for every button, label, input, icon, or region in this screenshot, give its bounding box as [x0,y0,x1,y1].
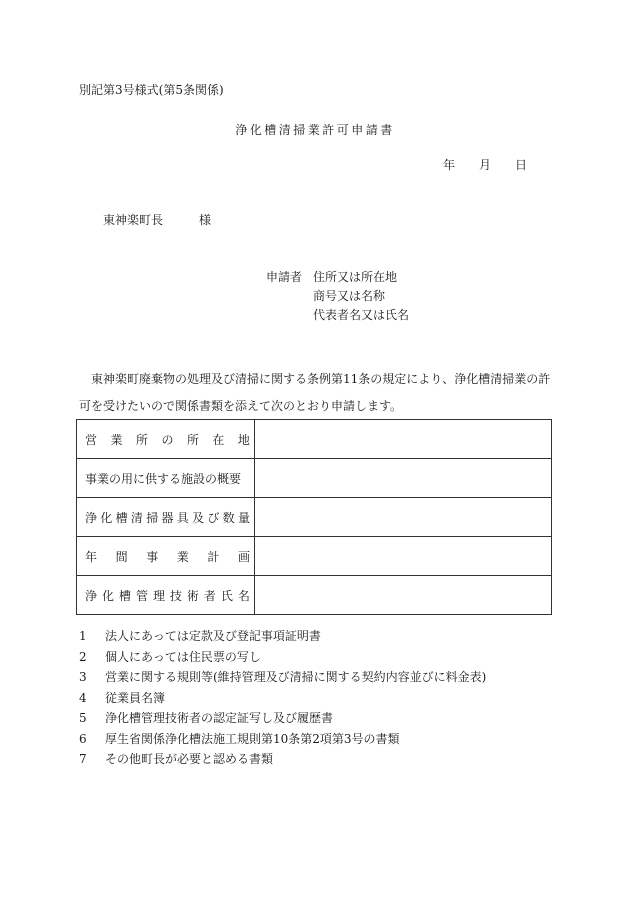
applicant-representative-label: 代表者名又は氏名 [313,308,410,322]
date-day: 日 [515,158,528,172]
recipient-name: 東神楽町長 [103,213,164,227]
recipient [103,211,211,228]
list-item-number: 2 [79,649,87,664]
applicant-trade-name-label: 商号又は名称 [313,289,386,303]
list-item-text: 厚生省関係浄化槽法施工規則第10条第2項第3号の書類 [105,731,400,746]
technician-name-field[interactable] [255,576,552,615]
date-year: 年 [443,158,456,172]
list-item-number: 6 [79,731,87,746]
table-row [77,420,552,459]
list-item [79,749,486,770]
list-item [79,708,486,729]
list-item-text: 従業員名簿 [105,690,166,705]
technician-name-label: 浄 化 槽 管 理 技 術 者 氏 名 [85,588,250,603]
body-paragraph [79,366,554,420]
body-text: 東神楽町廃棄物の処理及び清掃に関する条例第11条の規定により、浄化槽清掃業の許可を受けたいので関係書類を添えて次のとおり申請します。 [79,372,551,413]
form-number: 別記第3号様式(第5条関係) [79,83,224,97]
list-item-number: 3 [79,670,87,684]
list-item-number: 7 [79,752,87,766]
list-item [79,667,486,688]
list-item [79,626,486,647]
annual-plan-label: 年 間 事 業 計 画 [85,549,250,564]
date-line [443,156,527,173]
equipment-quantity-field[interactable] [255,498,552,537]
annual-plan-field[interactable] [255,537,552,576]
attachments-list [79,626,486,770]
list-item [79,647,486,668]
list-item-text: 個人にあっては住民票の写し [105,649,261,664]
list-item-text: その他町長が必要と認める書類 [105,752,274,766]
date-month: 月 [479,158,492,172]
list-item-number: 5 [79,711,87,725]
table-row [77,459,552,498]
form-title: 浄化槽清掃業許可申請書 [235,123,395,137]
facility-overview-label: 事業の用に供する施設の概要 [85,471,242,486]
applicant-address-label: 住所又は所在地 [313,270,398,284]
table-row-label [77,498,255,537]
table-row [77,498,552,537]
list-item-text: 浄化槽管理技術者の認定証写し及び履歴書 [105,711,334,725]
list-item-number: 1 [79,629,87,643]
applicant-fields [313,268,409,325]
table-row-label [77,420,255,459]
recipient-honorific: 様 [199,213,212,227]
list-item [79,688,486,709]
table-row [77,576,552,615]
table-row-label [77,537,255,576]
equipment-quantity-label: 浄 化 槽 清 掃 器 具 及 び 数 量 [85,510,250,525]
application-table [76,419,552,615]
list-item [79,729,486,750]
table-row-label [77,459,255,498]
list-item-number: 4 [79,690,87,705]
facility-overview-field[interactable] [255,459,552,498]
applicant-label: 申請者 [266,270,303,284]
list-item-text: 営業に関する規則等(維持管理及び清掃に関する契約内容並びに料金表) [105,670,487,684]
office-location-field[interactable] [255,420,552,459]
list-item-text: 法人にあっては定款及び登記事項証明書 [105,629,321,643]
table-row [77,537,552,576]
office-location-label: 営 業 所 の 所 在 地 [85,432,250,447]
table-row-label [77,576,255,615]
